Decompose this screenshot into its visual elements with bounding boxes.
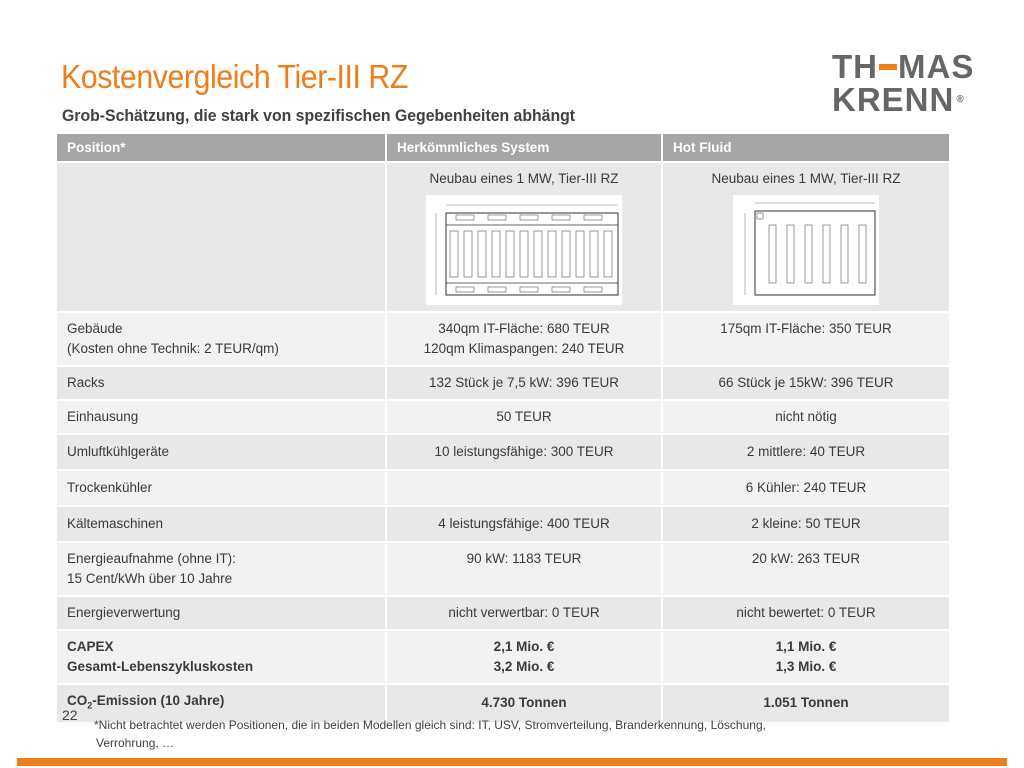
logo-line-2 — [832, 83, 982, 116]
value-line2: 3,2 Mio. € — [493, 659, 555, 674]
table-row — [57, 543, 949, 595]
co2-label-a: CO — [67, 693, 88, 708]
hot-fluid-plan-cell — [663, 163, 949, 311]
hot-fluid-value: 66 Stück je 15kW: 396 TEUR — [663, 367, 949, 399]
row-label — [57, 631, 387, 683]
footnote — [90, 716, 790, 752]
row-label: Kältemaschinen — [57, 507, 387, 541]
row-label-line2: (Kosten ohne Technik: 2 TEUR/qm) — [67, 341, 279, 356]
logo-text-c: KRENN — [832, 81, 955, 118]
hot-fluid-value: 2 kleine: 50 TEUR — [663, 507, 949, 541]
logo-text-b: MAS — [898, 48, 975, 85]
row-label-line1: Gebäude — [67, 321, 123, 336]
value-line1: 175qm IT-Fläche: 350 TEUR — [720, 321, 892, 336]
page-number: 22 — [62, 707, 78, 723]
footnote-line-2: Verrohrung, … — [96, 736, 175, 750]
conventional-value — [387, 313, 663, 365]
conventional-value — [387, 471, 663, 505]
co2-label-sub: 2 — [87, 700, 93, 711]
table-header-row — [57, 134, 949, 161]
row-label: Energieverwertung — [57, 597, 387, 629]
thomas-krenn-logo — [832, 50, 982, 120]
plan-row — [57, 163, 949, 311]
conventional-plan-cell — [387, 163, 663, 311]
hot-fluid-value: 2 mittlere: 40 TEUR — [663, 435, 949, 469]
logo-orange-bar — [879, 64, 897, 70]
conventional-caption: Neubau eines 1 MW, Tier-III RZ — [429, 171, 619, 186]
header-hot-fluid: Hot Fluid — [663, 134, 949, 161]
table-row-capex — [57, 631, 949, 683]
row-label-line2: Gesamt-Lebenszykluskosten — [67, 659, 254, 674]
row-label: Racks — [57, 367, 387, 399]
conventional-value: 90 kW: 1183 TEUR — [387, 543, 663, 595]
hot-fluid-value — [663, 313, 949, 365]
co2-label-b: -Emission (10 Jahre) — [92, 693, 225, 708]
row-label: Trockenkühler — [57, 471, 387, 505]
conventional-value — [387, 631, 663, 683]
bottom-accent-bar — [17, 758, 1007, 766]
row-label: Einhausung — [57, 401, 387, 433]
hot-fluid-value: 1.051 Tonnen — [663, 685, 949, 722]
conventional-value: 4.730 Tonnen — [387, 685, 663, 722]
header-position: Position* — [57, 134, 387, 161]
table-row — [57, 597, 949, 629]
table-row — [57, 313, 949, 365]
row-label-line1: Energieaufnahme (ohne IT): — [67, 551, 236, 566]
row-label-line1: CAPEX — [67, 639, 114, 654]
value-line2: 1,3 Mio. € — [775, 659, 837, 674]
conventional-value: 132 Stück je 7,5 kW: 396 TEUR — [387, 367, 663, 399]
row-label — [57, 313, 387, 365]
logo-registered-mark: ® — [956, 94, 965, 105]
row-label — [57, 543, 387, 595]
value-line1: 340qm IT-Fläche: 680 TEUR — [438, 321, 610, 336]
conventional-value: 50 TEUR — [387, 401, 663, 433]
hot-fluid-caption: Neubau eines 1 MW, Tier-III RZ — [711, 171, 901, 186]
table-row — [57, 367, 949, 399]
row-label: Umluftkühlgeräte — [57, 435, 387, 469]
value-line1: 1,1 Mio. € — [775, 639, 837, 654]
slide-title: Kostenvergleich Tier-III RZ — [61, 58, 408, 95]
plan-row-label — [57, 163, 387, 311]
value-line2: 120qm Klimaspangen: 240 TEUR — [423, 341, 625, 356]
logo-line-1 — [832, 50, 982, 83]
logo-text-a: TH — [832, 48, 878, 85]
table-row — [57, 401, 949, 433]
value-line1: 2,1 Mio. € — [493, 639, 555, 654]
conventional-value: 10 leistungsfähige: 300 TEUR — [387, 435, 663, 469]
slide-subtitle: Grob-Schätzung, die stark von spezifischen Gegebenheiten abhängt — [62, 106, 576, 125]
footnote-line-1: *Nicht betrachtet werden Positionen, die in beiden Modellen gleich sind: IT, USV, Stromverteilung, Branderkennung, Löschung, — [94, 718, 766, 732]
cost-comparison-table — [57, 132, 949, 724]
table-row — [57, 435, 949, 469]
hot-fluid-floor-plan-image — [733, 195, 879, 305]
hot-fluid-value: 20 kW: 263 TEUR — [663, 543, 949, 595]
conventional-value: nicht verwertbar: 0 TEUR — [387, 597, 663, 629]
hot-fluid-value: nicht nötig — [663, 401, 949, 433]
conventional-value: 4 leistungsfähige: 400 TEUR — [387, 507, 663, 541]
table-row — [57, 471, 949, 505]
hot-fluid-value: nicht bewertet: 0 TEUR — [663, 597, 949, 629]
header-conventional: Herkömmliches System — [387, 134, 663, 161]
row-label-line2: 15 Cent/kWh über 10 Jahre — [67, 571, 233, 586]
hot-fluid-value — [663, 631, 949, 683]
hot-fluid-value: 6 Kühler: 240 TEUR — [663, 471, 949, 505]
table-row — [57, 507, 949, 541]
conventional-floor-plan-image — [426, 195, 622, 305]
